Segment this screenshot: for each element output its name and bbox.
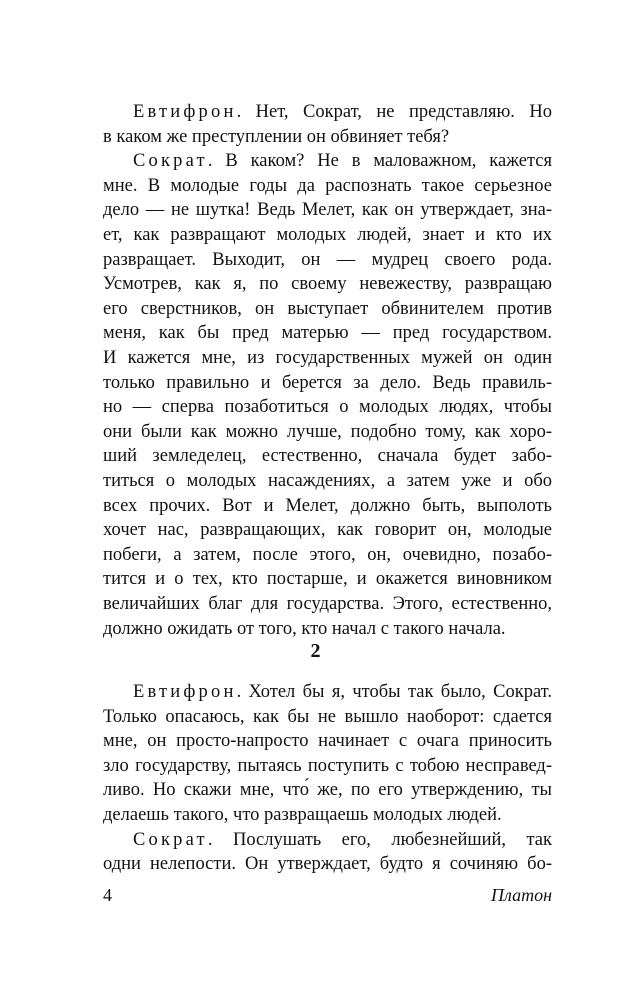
text-line: его сверстников, он выступает обвинителем против: [103, 298, 552, 319]
speaker-name: Евтифрон: [133, 102, 237, 122]
text-line: титься о молодых насаждениях, а затем уже и обо: [103, 471, 552, 491]
text-line: в каком же преступлении он обвиняет тебя?: [103, 126, 450, 147]
text-line: но — сперва позаботиться о молодых людях, чтобы: [103, 397, 552, 418]
page-number: 4: [103, 885, 112, 905]
text-line: ший земледелец, естественно, сначала будет забо-: [103, 446, 552, 467]
text-line: всех прочих. Вот и Мелет, должно быть, выполоть: [103, 495, 552, 516]
text-line: величайших благ для государства. Этого, естественно,: [103, 594, 552, 614]
text-line: ливо. Но скажи мне, что́ же, по его утверждению, ты: [103, 780, 552, 801]
text-line: дело — не шутка! Ведь Мелет, как он утверждает, зна-: [103, 200, 552, 221]
text-line: делаешь такого, что развращаешь молодых людей.: [103, 805, 502, 825]
text-line: Евтифрон. Хотел бы я, чтобы так было, Сократ.: [133, 682, 552, 702]
text-line: мне. В молодые годы да распознать такое серьезное: [103, 175, 552, 196]
text-line: только правильно и берется за дело. Ведь правиль-: [103, 372, 552, 393]
text-line: Сократ. В каком? Не в маловажном, кажется: [133, 151, 552, 172]
text-line: побеги, а затем, после этого, он, очевидно, позабо-: [103, 544, 552, 565]
text-line: зло государству, пытаясь поступить с тобою несправед-: [103, 755, 552, 776]
text-line: Евтифрон. Нет, Сократ, не представляю. Но: [133, 102, 552, 122]
section-heading: 2: [310, 640, 321, 662]
text-line: они были как можно лучше, подобно тому, как хоро-: [103, 421, 552, 442]
speaker-name: Сократ: [133, 829, 208, 850]
text-line: меня, как бы пред матерью — пред государством.: [103, 323, 552, 344]
text-line: хочет нас, развращающих, как говорит он, молодые: [103, 520, 552, 541]
running-title: Платон: [491, 885, 552, 905]
text-line: ет, как развращают молодых людей, знает и кто их: [103, 225, 552, 245]
text-line: Сократ. Послушать его, любезнейший, так: [133, 829, 552, 850]
text-line: должно ожидать от того, кто начал с такого начала.: [103, 618, 506, 639]
text-line: Только опасаюсь, как бы не вышло наоборот: сдается: [103, 706, 552, 727]
speaker-name: Сократ: [133, 151, 208, 172]
text-line: И кажется мне, из государственных мужей он один: [103, 348, 552, 368]
text-line: развращает. Выходит, он — мудрец своего рода.: [103, 249, 552, 270]
speaker-name: Евтифрон: [133, 682, 237, 702]
text-line: одни нелепости. Он утверждает, будто я сочиняю бо-: [103, 854, 552, 875]
text-line: Усмотрев, как я, по своему невежеству, развращаю: [103, 274, 552, 295]
text-line: мне, он просто-напросто начинает с очага приносить: [103, 731, 552, 752]
text-line: тится и о тех, кто постарше, и окажется виновником: [103, 569, 552, 590]
